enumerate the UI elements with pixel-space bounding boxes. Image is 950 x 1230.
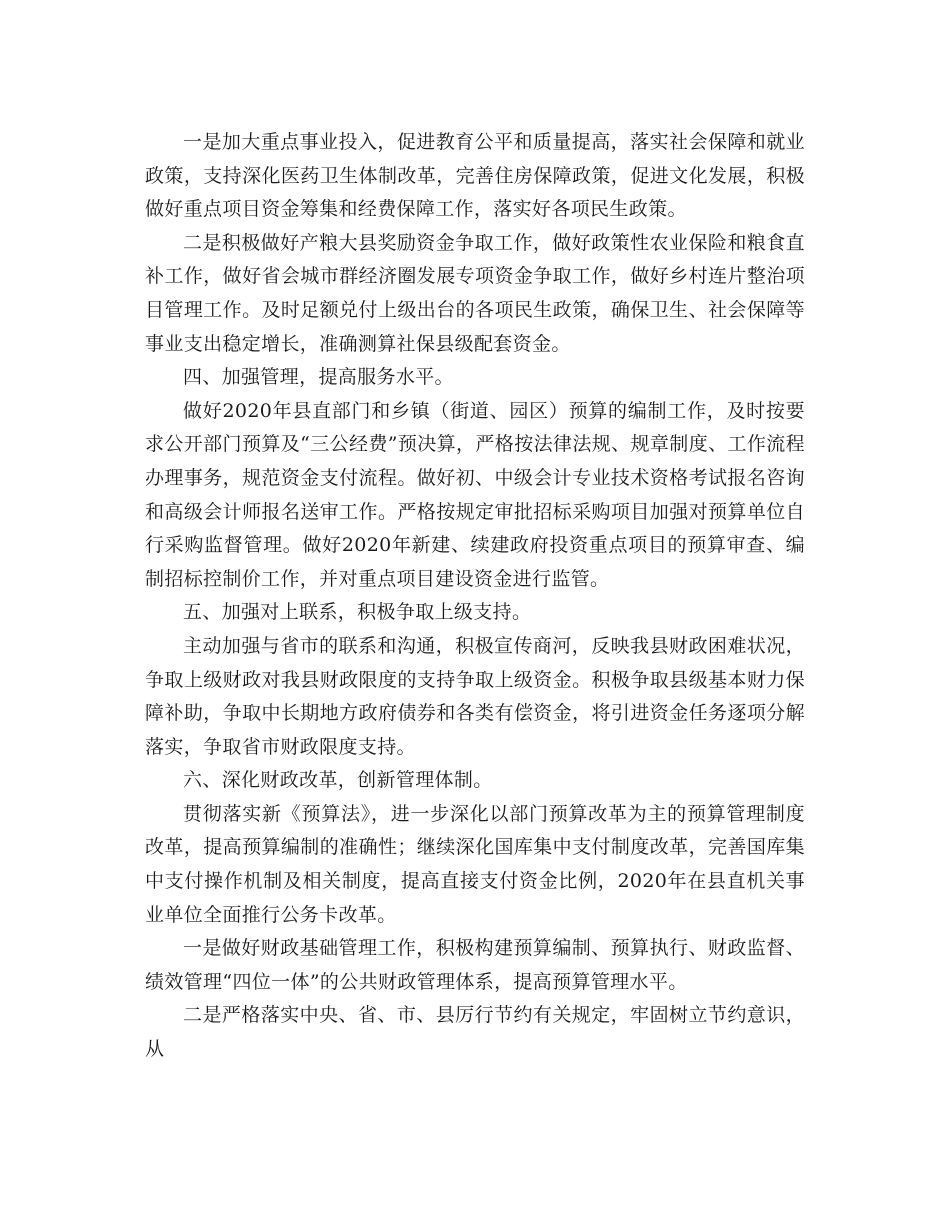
paragraph-3: 做好2020年县直部门和乡镇（街道、园区）预算的编制工作，及时按要求公开部门预算及“三公经费”预决算，严格按法律法规、规章制度、工作流程办理事务，规范资金支付流程。做好初、中级会计专业技术资格考试报名咨询和高级会计师报名送审工作。严格按规定审批招标采购项目加强对预算单位自行采购监督管理。做好2020年新建、续建政府投资重点项目的预算审查、编制招标控制价工作，并对重点项目建设资金进行监管。: [145, 399, 805, 590]
paragraph-6: 一是做好财政基础管理工作，积极构建预算编制、预算执行、财政监督、绩效管理“四位一体”的公共财政管理体系，提高预算管理水平。: [145, 937, 805, 993]
paragraph-2: 二是积极做好产粮大县奖励资金争取工作，做好政策性农业保险和粮食直补工作，做好省会城市群经济圈发展专项资金争取工作，做好乡村连片整治项目管理工作。及时足额兑付上级出台的各项民生政策，确保卫生、社会保障等事业支出稳定增长，准确测算社保县级配套资金。: [145, 231, 805, 355]
paragraph-7: 二是严格落实中央、省、市、县厉行节约有关规定，牢固树立节约意识，从: [145, 1004, 805, 1061]
section-heading-4: 四、加强管理，提高服务水平。: [183, 366, 454, 389]
section-heading-5: 五、加强对上联系，积极争取上级支持。: [183, 601, 532, 624]
paragraph-5: 贯彻落实新《预算法》，进一步深化以部门预算改革为主的预算管理制度改革，提高预算编制的准确性；继续深化国库集中支付制度改革，完善国库集中支付操作机制及相关制度，提高直接支付资金比例，2020年在县直机关事业单位全面推行公务卡改革。: [145, 802, 805, 926]
document-body: [145, 126, 805, 1067]
paragraph-4: 主动加强与省市的联系和沟通，积极宣传商河，反映我县财政困难状况，争取上级财政对我县财政限度的支持争取上级资金。积极争取县级基本财力保障补助，争取中长期地方政府债券和各类有偿资金，将引进资金任务逐项分解落实，争取省市财政限度支持。: [145, 634, 805, 758]
paragraph-1: 一是加大重点事业投入，促进教育公平和质量提高，落实社会保障和就业政策，支持深化医药卫生体制改革，完善住房保障政策，促进文化发展，积极做好重点项目资金筹集和经费保障工作，落实好各项民生政策。: [145, 131, 805, 221]
section-heading-6: 六、深化财政改革，创新管理体制。: [183, 769, 493, 792]
